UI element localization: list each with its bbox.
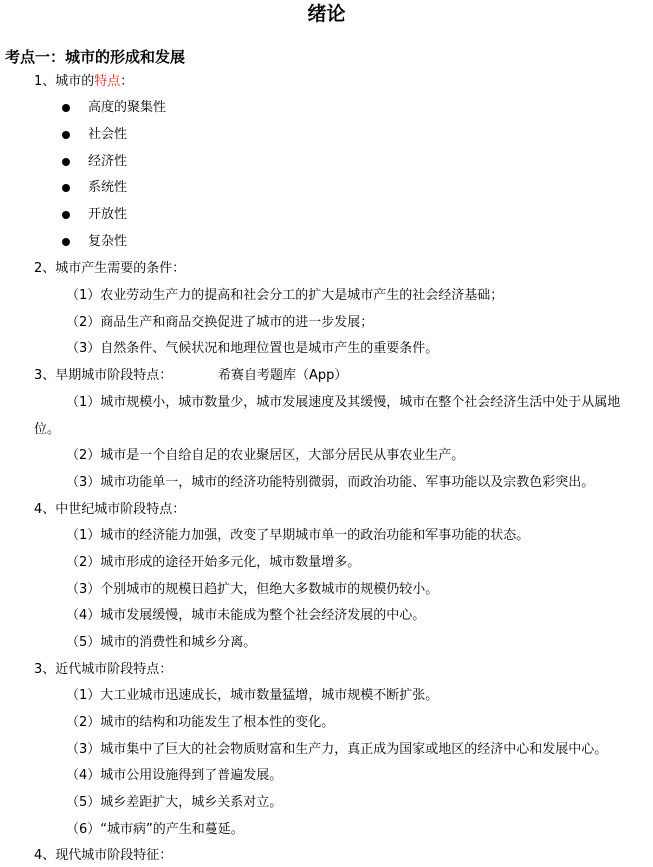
s5-item: （2）城市的结构和功能发生了根本性的变化。 <box>66 715 335 730</box>
s2-item: （1）农业劳动生产力的提高和社会分工的扩大是城市产生的社会经济基础； <box>66 288 504 303</box>
s1-heading-suffix: ： <box>120 74 134 89</box>
s1-bullet-item: 复杂性 <box>88 234 128 249</box>
bullet-icon <box>62 211 70 219</box>
s4-item: （5）城市的消费性和城乡分离。 <box>66 635 257 650</box>
s6-heading: 4、现代城市阶段特征： <box>34 848 173 863</box>
bullet-icon <box>62 238 70 246</box>
s4-item: （1）城市的经济能力加强，改变了早期城市单一的政治功能和军事功能的状态。 <box>66 528 530 543</box>
s4-item: （2）城市形成的途径开始多元化，城市数量增多。 <box>66 555 361 570</box>
s3-item: （3）城市功能单一，城市的经济功能特别微弱，而政治功能、军事功能以及宗教色彩突出。 <box>66 475 595 490</box>
s1-bullet-item: 高度的聚集性 <box>88 100 167 115</box>
s5-item: （4）城市公用设施得到了普遍发展。 <box>66 768 283 783</box>
bullet-icon <box>62 184 70 192</box>
bullet-icon <box>62 158 70 166</box>
s5-heading: 3、近代城市阶段特点： <box>34 662 173 677</box>
s1-heading-highlight: 特点 <box>94 74 121 89</box>
s4-heading: 4、中世纪城市阶段特点： <box>34 502 186 517</box>
s1-heading-prefix: 1、城市的 <box>34 74 95 89</box>
s3-item: （1）城市规模小，城市数量少，城市发展速度及其缓慢，城市在整个社会经济生活中处于从属地 <box>66 395 621 410</box>
s1-bullet-item: 经济性 <box>88 154 128 169</box>
s4-item: （4）城市发展缓慢，城市未能成为整个社会经济发展的中心。 <box>66 608 426 623</box>
document-title: 绪论 <box>307 3 346 25</box>
s1-bullet-item: 系统性 <box>88 180 128 195</box>
s5-item: （1）大工业城市迅速成长，城市数量猛增，城市规模不断扩张。 <box>66 688 439 703</box>
s1-heading <box>34 73 133 91</box>
watermark-text: 希赛自考题库（App） <box>218 368 348 383</box>
s2-item: （3）自然条件、气候状况和地理位置也是城市产生的重要条件。 <box>66 341 439 356</box>
bullet-icon <box>62 131 70 139</box>
s2-heading: 2、城市产生需要的条件： <box>34 261 186 276</box>
s1-bullet-item: 社会性 <box>88 127 128 142</box>
s3-heading: 3、早期城市阶段特点： <box>34 368 173 383</box>
s1-bullet-item: 开放性 <box>88 207 128 222</box>
s3-item-continuation: 位。 <box>34 422 61 437</box>
s2-item: （2）商品生产和商品交换促进了城市的进一步发展； <box>66 315 374 330</box>
s5-item: （6）“城市病”的产生和蔓延。 <box>66 822 244 837</box>
s4-item: （3）个别城市的规模日趋扩大，但绝大多数城市的规模仍较小。 <box>66 582 439 597</box>
s3-item: （2）城市是一个自给自足的农业聚居区，大部分居民从事农业生产。 <box>66 448 465 463</box>
s5-item: （3）城市集中了巨大的社会物质财富和生产力，真正成为国家或地区的经济中心和发展中心。 <box>66 742 608 757</box>
bullet-icon <box>62 104 70 112</box>
section-heading: 考点一：城市的形成和发展 <box>5 48 186 66</box>
s5-item: （5）城乡差距扩大，城乡关系对立。 <box>66 795 283 810</box>
